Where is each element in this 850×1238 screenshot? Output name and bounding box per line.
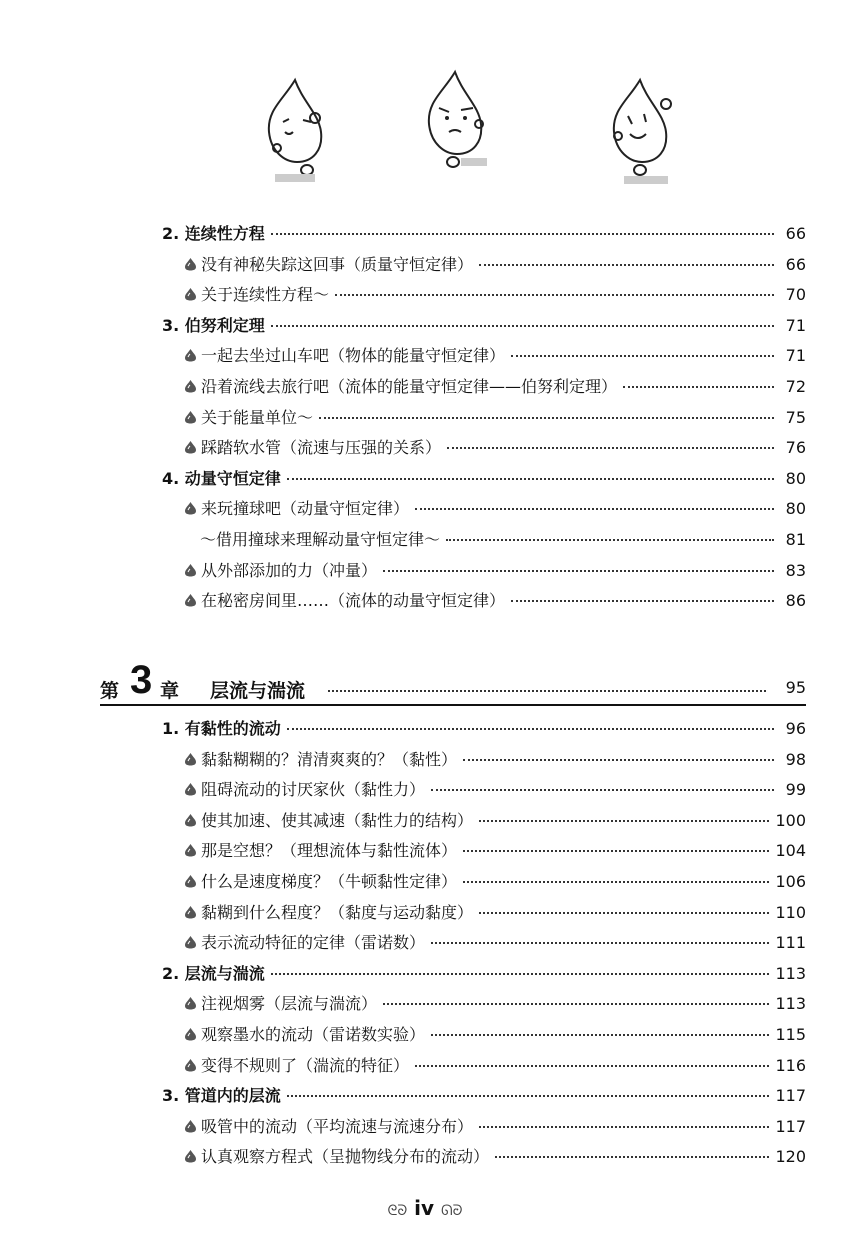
toc-entry-label bbox=[162, 1083, 281, 1109]
toc-entry-text: 一起去坐过山车吧（物体的能量守恒定律） bbox=[201, 346, 506, 366]
drop-bullet-icon bbox=[184, 1149, 197, 1163]
toc-entry[interactable] bbox=[184, 343, 806, 369]
toc-entry[interactable] bbox=[184, 838, 806, 864]
toc-entry-text: 从外部添加的力（冲量） bbox=[201, 560, 378, 580]
toc-entry-label bbox=[184, 1053, 409, 1079]
drop-bullet-icon bbox=[184, 348, 197, 362]
drop-bullet-icon bbox=[184, 843, 197, 857]
toc-entry-label bbox=[162, 221, 265, 247]
toc-page-number: 120 bbox=[775, 1147, 806, 1167]
toc-entry-label bbox=[184, 808, 473, 834]
toc-page-number: 115 bbox=[775, 1025, 806, 1044]
toc-entry[interactable] bbox=[200, 527, 806, 553]
toc-entry-text: 吸管中的流动（平均流速与流速分布） bbox=[201, 1116, 474, 1136]
drop-bullet-icon bbox=[184, 935, 197, 949]
toc-entry-text: 黏糊到什么程度？（黏度与运动黏度） bbox=[201, 902, 474, 922]
dot-leader bbox=[287, 726, 774, 730]
toc-page-number: 86 bbox=[785, 591, 806, 611]
toc-entry-text: 2. 层流与湍流 bbox=[162, 963, 265, 983]
toc-page-number: 80 bbox=[785, 499, 806, 519]
toc-entry-label bbox=[184, 405, 313, 431]
toc-entry-text: 变得不规则了（湍流的特征） bbox=[201, 1055, 410, 1075]
toc-entry-label bbox=[162, 313, 265, 339]
toc-section-entry[interactable] bbox=[162, 221, 806, 247]
toc-entry-label bbox=[184, 496, 409, 522]
toc-section-entry[interactable] bbox=[162, 961, 806, 987]
toc-entry-label bbox=[184, 1114, 473, 1140]
toc-page-number: 116 bbox=[775, 1055, 806, 1075]
toc-entry-text: 黏黏糊糊的？清清爽爽的？（黏性） bbox=[201, 749, 458, 769]
toc-entry-text: 1. 有黏性的流动 bbox=[162, 719, 281, 738]
drop-bullet-icon bbox=[184, 410, 197, 424]
toc-entry-label bbox=[184, 435, 441, 461]
drop-bullet-icon bbox=[184, 1058, 197, 1072]
toc-page-number: 110 bbox=[775, 902, 806, 922]
toc-entry-label bbox=[162, 466, 281, 492]
toc-entry[interactable] bbox=[184, 900, 806, 926]
toc-entry-label bbox=[184, 282, 329, 308]
toc-page-number: 70 bbox=[785, 285, 806, 305]
toc-page-number: 72 bbox=[785, 377, 806, 396]
dot-leader bbox=[383, 1001, 769, 1005]
dot-leader bbox=[319, 415, 774, 419]
chapter-prefix: 第 bbox=[100, 680, 120, 702]
toc-entry-text: 关于能量单位～ bbox=[201, 407, 314, 427]
toc-entry-label bbox=[184, 1144, 489, 1170]
toc-page-number: 75 bbox=[785, 407, 806, 427]
toc-entry-label bbox=[184, 588, 505, 614]
drop-bullet-icon bbox=[184, 593, 197, 607]
mascot-illustrations bbox=[0, 70, 850, 200]
toc-page-number: 71 bbox=[785, 315, 806, 335]
dot-leader bbox=[431, 1032, 769, 1036]
toc-entry[interactable] bbox=[184, 1144, 806, 1170]
toc-entry-label bbox=[184, 252, 473, 278]
toc-section-entry[interactable] bbox=[162, 1083, 806, 1109]
toc-entry-text: 踩踏软水管（流速与压强的关系） bbox=[201, 438, 442, 458]
toc-entry-label bbox=[162, 961, 265, 987]
chapter-heading[interactable] bbox=[100, 658, 806, 706]
dot-leader bbox=[431, 940, 769, 944]
drop-bullet-icon bbox=[184, 996, 197, 1010]
dot-leader bbox=[415, 1063, 769, 1067]
toc-entry-label bbox=[184, 747, 457, 773]
toc-entry-text: 那是空想？（理想流体与黏性流体） bbox=[201, 841, 458, 861]
toc-page-number: 106 bbox=[775, 872, 806, 891]
dot-leader bbox=[479, 818, 769, 822]
toc-entry[interactable] bbox=[184, 558, 806, 584]
dot-leader bbox=[328, 690, 766, 692]
toc-entry-label bbox=[184, 869, 457, 895]
toc-entry-text: ～借用撞球来理解动量守恒定律～ bbox=[200, 530, 441, 549]
dot-leader bbox=[479, 262, 774, 266]
dot-leader bbox=[479, 1124, 769, 1128]
dot-leader bbox=[271, 323, 774, 327]
toc-entry-label bbox=[162, 716, 281, 742]
toc-entry-text: 4. 动量守恒定律 bbox=[162, 468, 281, 488]
toc-entry-text: 没有神秘失踪这回事（质量守恒定律） bbox=[201, 254, 474, 274]
toc-page-number: 83 bbox=[785, 560, 806, 580]
drop-bullet-icon bbox=[184, 1027, 197, 1041]
toc-entry[interactable] bbox=[184, 282, 806, 308]
toc-entry-label bbox=[184, 930, 425, 956]
toc-entry[interactable] bbox=[184, 808, 806, 834]
winking-drop-mascot-icon bbox=[255, 70, 335, 190]
toc-entry[interactable] bbox=[184, 588, 806, 614]
toc-page-number: 76 bbox=[785, 438, 806, 458]
chapter-number: 3 bbox=[130, 658, 153, 702]
smiling-drop-mascot-icon bbox=[600, 70, 680, 190]
toc-entry-label bbox=[184, 374, 617, 400]
toc-entry-text: 3. 伯努利定理 bbox=[162, 315, 265, 335]
toc-page-number: 100 bbox=[775, 810, 806, 830]
toc-entry[interactable] bbox=[184, 435, 806, 461]
chapter-title: 层流与湍流 bbox=[210, 680, 306, 702]
toc-page-number: 66 bbox=[785, 224, 806, 243]
drop-bullet-icon bbox=[184, 287, 197, 301]
toc-entry-text: 观察墨水的流动（雷诺数实验） bbox=[201, 1025, 426, 1044]
toc-entry-label bbox=[184, 1022, 425, 1048]
drop-bullet-icon bbox=[184, 501, 197, 515]
dot-leader bbox=[271, 231, 774, 235]
toc-page-number: 96 bbox=[785, 719, 806, 738]
dot-leader bbox=[463, 757, 774, 761]
toc-page-number: 81 bbox=[785, 530, 806, 549]
toc-entry-label bbox=[184, 343, 505, 369]
toc-page-number: 99 bbox=[785, 780, 806, 800]
dot-leader bbox=[447, 445, 774, 449]
footer-ornament-right: ᘏᘒ bbox=[441, 1203, 463, 1219]
toc-section-entry[interactable] bbox=[162, 313, 806, 339]
chapter-page-number: 95 bbox=[785, 678, 806, 697]
toc-entry-label bbox=[184, 991, 377, 1017]
dot-leader bbox=[271, 971, 770, 975]
dot-leader bbox=[463, 879, 769, 883]
drop-bullet-icon bbox=[184, 782, 197, 796]
toc-entry-text: 什么是速度梯度？（牛顿黏性定律） bbox=[201, 872, 458, 891]
toc-entry[interactable] bbox=[184, 374, 806, 400]
dot-leader bbox=[287, 1093, 770, 1097]
dot-leader bbox=[463, 848, 769, 852]
toc-page-number: 117 bbox=[775, 1086, 806, 1106]
toc-entry[interactable] bbox=[184, 930, 806, 956]
toc-entry[interactable] bbox=[184, 869, 806, 895]
toc-entry[interactable] bbox=[184, 747, 806, 773]
toc-entry[interactable] bbox=[184, 496, 806, 522]
dot-leader bbox=[623, 384, 774, 388]
toc-entry-label bbox=[200, 527, 440, 553]
chapter-suffix: 章 bbox=[160, 680, 180, 702]
page-footer bbox=[0, 1196, 850, 1220]
toc-entry-label bbox=[184, 777, 425, 803]
toc-entry-label bbox=[184, 558, 377, 584]
drop-bullet-icon bbox=[184, 813, 197, 827]
toc-page-number: 111 bbox=[775, 933, 806, 953]
chapter-underline bbox=[100, 704, 806, 706]
toc-page-number: 113 bbox=[775, 963, 806, 983]
dot-leader bbox=[383, 568, 774, 572]
drop-bullet-icon bbox=[184, 752, 197, 766]
footer-page-label: iv bbox=[414, 1196, 435, 1220]
toc-entry-text: 在秘密房间里……（流体的动量守恒定律） bbox=[201, 591, 506, 611]
drop-bullet-icon bbox=[184, 874, 197, 888]
toc-page-number: 117 bbox=[775, 1116, 806, 1136]
toc-page-number: 80 bbox=[785, 468, 806, 488]
drop-bullet-icon bbox=[184, 905, 197, 919]
toc-section-entry[interactable] bbox=[162, 466, 806, 492]
dot-leader bbox=[511, 353, 774, 357]
toc-entry-text: 阻碍流动的讨厌家伙（黏性力） bbox=[201, 780, 426, 800]
dot-leader bbox=[446, 537, 774, 541]
toc-entry-text: 注视烟雾（层流与湍流） bbox=[201, 994, 378, 1014]
dot-leader bbox=[287, 476, 774, 480]
toc-section-entry[interactable] bbox=[162, 716, 806, 742]
toc-entry[interactable] bbox=[184, 405, 806, 431]
drop-bullet-icon bbox=[184, 257, 197, 271]
drop-bullet-icon bbox=[184, 1119, 197, 1133]
toc-entry[interactable] bbox=[184, 777, 806, 803]
toc-page-number: 71 bbox=[785, 346, 806, 366]
toc-entry[interactable] bbox=[184, 1114, 806, 1140]
toc-entry[interactable] bbox=[184, 252, 806, 278]
toc-entry-text: 使其加速、使其减速（黏性力的结构） bbox=[201, 810, 474, 830]
footer-ornament-left: ᘓᘐ bbox=[387, 1203, 408, 1219]
dot-leader bbox=[431, 787, 774, 791]
toc-entry[interactable] bbox=[184, 1022, 806, 1048]
toc-entry[interactable] bbox=[184, 991, 806, 1017]
drop-bullet-icon bbox=[184, 379, 197, 393]
toc-page-number: 113 bbox=[775, 994, 806, 1014]
toc-page-number: 66 bbox=[785, 254, 806, 274]
toc-entry-text: 沿着流线去旅行吧（流体的能量守恒定律——伯努利定理） bbox=[201, 377, 618, 396]
dot-leader bbox=[415, 506, 774, 510]
dot-leader bbox=[335, 292, 774, 296]
toc-entry-text: 关于连续性方程～ bbox=[201, 285, 330, 305]
drop-bullet-icon bbox=[184, 563, 197, 577]
toc-entry-text: 2. 连续性方程 bbox=[162, 224, 265, 243]
toc-entry-label bbox=[184, 900, 473, 926]
toc-entry-text: 来玩撞球吧（动量守恒定律） bbox=[201, 499, 410, 519]
toc-page-number: 98 bbox=[785, 749, 806, 769]
toc-entry-text: 3. 管道内的层流 bbox=[162, 1086, 281, 1106]
dot-leader bbox=[479, 910, 769, 914]
toc-entry-text: 表示流动特征的定律（雷诺数） bbox=[201, 933, 426, 953]
drop-bullet-icon bbox=[184, 440, 197, 454]
dot-leader bbox=[495, 1154, 769, 1158]
toc-entry-label bbox=[184, 838, 457, 864]
toc-page-number: 104 bbox=[775, 841, 806, 861]
toc-entry-text: 认真观察方程式（呈抛物线分布的流动） bbox=[201, 1147, 490, 1167]
worried-drop-mascot-icon bbox=[415, 62, 495, 182]
toc-entry[interactable] bbox=[184, 1053, 806, 1079]
dot-leader bbox=[511, 598, 774, 602]
